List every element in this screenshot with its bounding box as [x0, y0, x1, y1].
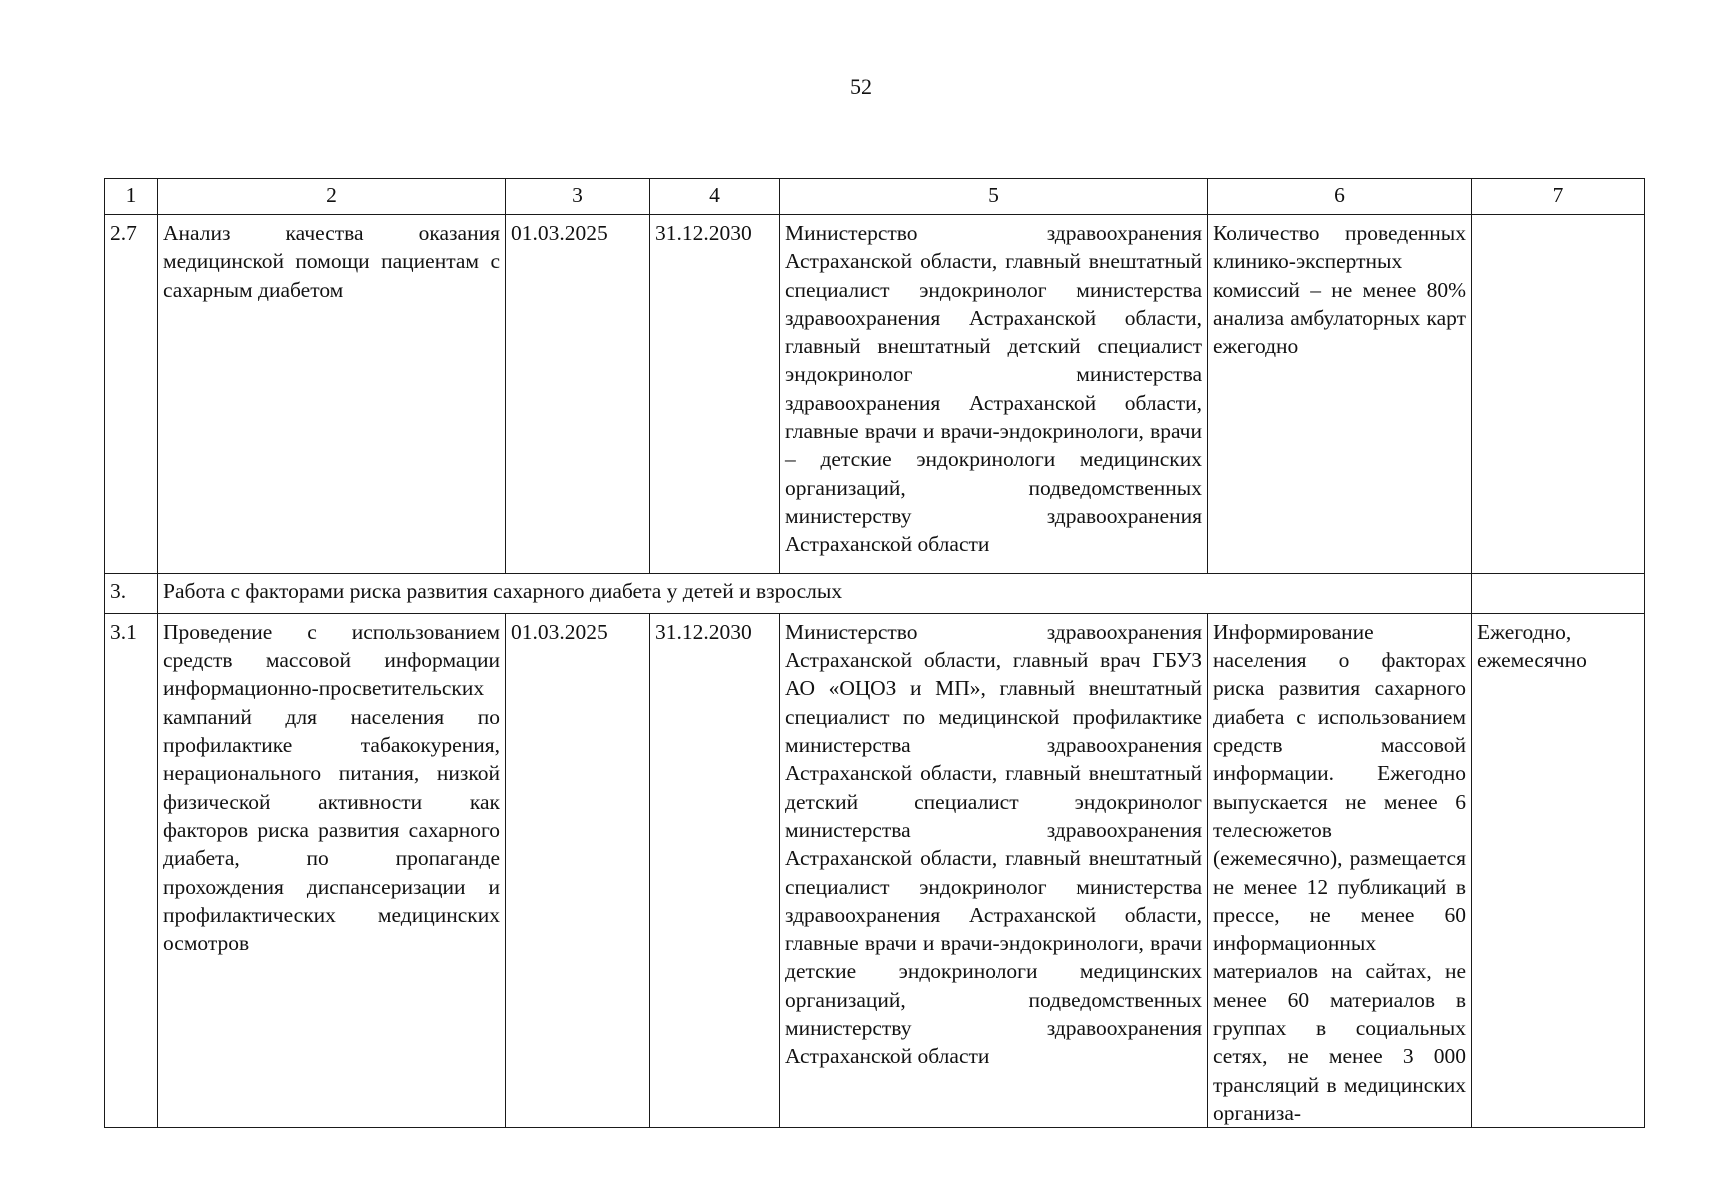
column-header: 3: [506, 179, 650, 215]
column-header: 7: [1472, 179, 1645, 215]
responsible-cell: Министерство здравоохранения Астраханской области, главный врач ГБУЗ АО «ОЦОЗ и МП», главный внештатный специалист по медицинской профилактике министерства здравоохранения Астраханской области, главный внештатный детский специалист эндокринолог министерства здравоохранения Астраханской области, главный внештатный специалист эндокринолог министерства здравоохранения Астраханской области, главные врачи и врачи-эндокринологи, врачи детские эндокринологи медицинских организаций, подведомственных министерству здравоохранения Астраханской области: [780, 613, 1208, 1127]
column-header: 5: [780, 179, 1208, 215]
section-row: [105, 573, 1645, 613]
table-header-row: [105, 179, 1645, 215]
result-cell: Информирование населения о факторах риска развития сахарного диабета с использованием средств массовой информации. Ежегодно выпускается не менее 6 телесюжетов (ежемесячно), размещается не менее 12 публикаций в прессе, не менее 60 информационных материалов на сайтах, не менее 60 материалов в группах в социальных сетях, не менее 3 000 трансляций в медицинских организа-: [1208, 613, 1472, 1127]
event-cell: Проведение с использованием средств массовой информации информационно-просветительских кампаний для населения по профилактике табакокурения, нерационального питания, низкой физической активности как факторов риска развития сахарного диабета, по пропаганде прохождения диспансеризации и профилактических медицинских осмотров: [158, 613, 506, 1127]
row-number-cell: 2.7: [105, 215, 158, 574]
section-title-cell: Работа с факторами риска развития сахарного диабета у детей и взрослых: [158, 573, 1472, 613]
table-row: [105, 613, 1645, 1127]
column-header: 6: [1208, 179, 1472, 215]
table-row: [105, 215, 1645, 574]
column-header: 2: [158, 179, 506, 215]
periodicity-cell: [1472, 215, 1645, 574]
measures-table: [104, 178, 1645, 1128]
section-number-cell: 3.: [105, 573, 158, 613]
end-date-cell: 31.12.2030: [650, 613, 780, 1127]
start-date-cell: 01.03.2025: [506, 215, 650, 574]
event-cell: Анализ качества оказания медицинской помощи пациентам с сахарным диабетом: [158, 215, 506, 574]
row-number-cell: 3.1: [105, 613, 158, 1127]
section-empty-cell: [1472, 573, 1645, 613]
start-date-cell: 01.03.2025: [506, 613, 650, 1127]
result-cell: Количество проведенных клинико-экспертных комиссий – не менее 80% анализа амбулаторных карт ежегодно: [1208, 215, 1472, 574]
page-number: 52: [850, 74, 872, 99]
periodicity-cell: Ежегодно, ежемесячно: [1472, 613, 1645, 1127]
column-header: 4: [650, 179, 780, 215]
column-header: 1: [105, 179, 158, 215]
responsible-cell: Министерство здравоохранения Астраханской области, главный внештатный специалист эндокринолог министерства здравоохранения Астраханской области, главный внештатный детский специалист эндокринолог министерства здравоохранения Астраханской области, главные врачи и врачи-эндокринологи, врачи – детские эндокринологи медицинских организаций, подведомственных министерству здравоохранения Астраханской области: [780, 215, 1208, 574]
end-date-cell: 31.12.2030: [650, 215, 780, 574]
